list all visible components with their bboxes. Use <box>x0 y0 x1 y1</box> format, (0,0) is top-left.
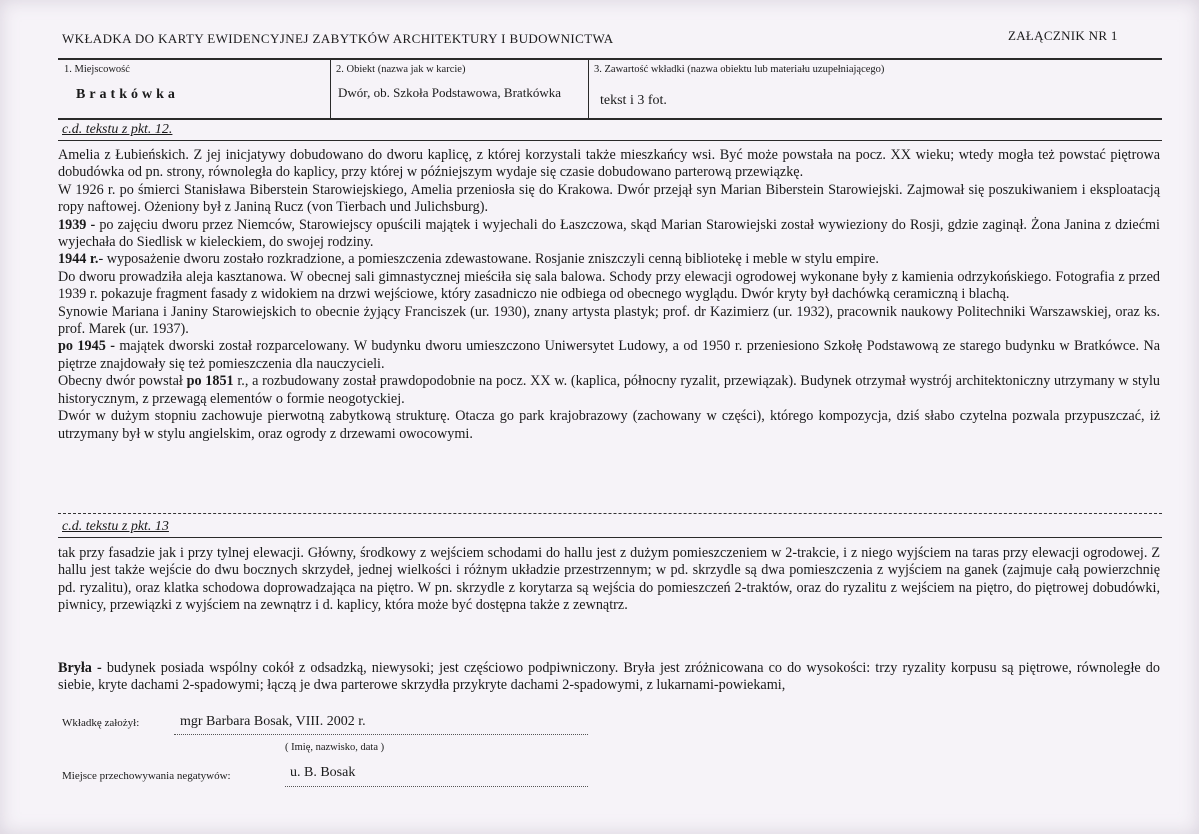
section2-heading: c.d. tekstu z pkt. 13 <box>62 519 169 534</box>
paragraph-text: budynek posiada wspólny cokół z odsadzką, niewysoki; jest częściowo podpiwniczony. Bryła jest zróżnicowana co do wysokości: trzy ryzality korpusu są piętrowe, równoległe do siebie, kryte dachami 2-spadowymi; łączą je dwa parterowe skrzydła przykryte dachami 2-spadowymi, z lukarnami-powiekami, <box>58 660 1160 694</box>
section1-body <box>58 147 1160 443</box>
author-label: Wkładkę założył: <box>62 717 140 729</box>
paragraph: Do dworu prowadziła aleja kasztanowa. W obecnej sali gimnastycznej mieściła się sala balowa. Schody przy elewacji ogrodowej wykonane były z kamienia odrzykońskiego. Fotografia z przed 1939 r. pokazuje fragment fasady z widokiem na drzwi wejściowe, który zasadniczo nie odbiega od obecnego wyglądu. Dwór kryty był dachówką ceramiczną i blachą. <box>58 268 1160 303</box>
paragraph-text: - wyposażenie dworu zostało rozkradzione, a pomieszczenia zdewastowane. Rosjanie zniszczyli cenną bibliotekę i meble w stylu empire. <box>98 251 879 268</box>
table-divider-1 <box>330 60 331 118</box>
section2-rule <box>58 537 1162 538</box>
object-value: Dwór, ob. Szkoła Podstawowa, Bratkówka <box>338 85 561 100</box>
year: 1939 - <box>58 216 96 233</box>
year: W 1926 <box>58 181 104 198</box>
section2-body-2 <box>58 660 1160 695</box>
annex-number: ZAŁĄCZNIK NR 1 <box>1008 28 1118 43</box>
section1-heading: c.d. tekstu z pkt. 12. <box>62 122 173 137</box>
table-bottom-rule <box>58 118 1162 120</box>
negatives-label: Miejsce przechowywania negatywów: <box>62 770 231 782</box>
table-divider-2 <box>588 60 589 118</box>
paragraph <box>58 338 1160 373</box>
paragraph <box>58 217 1160 252</box>
paragraph: Dwór w dużym stopniu zachowuje pierwotną zabytkową strukturę. Otacza go park krajobrazowy (zachowany w części), którego kompozycja, dziś słabo czytelna pozwala przypuszczać, iż utrzymany był w stylu angielskim, oraz ogrody z drzewami owocowymi. <box>58 408 1160 442</box>
paragraph-text: po zajęciu dworu przez Niemców, Starowiejscy opuścili majątek i wyjechali do Łaszczowa, skąd Marian Starowiejski został wywieziony do Rosji, gdzie zaginął. Żona Janina z dziećmi wyjechała do Siedlisk w kieleckiem, do swojej rodziny. <box>58 216 1160 251</box>
table-top-rule <box>58 58 1162 60</box>
section1-rule <box>58 140 1162 141</box>
negatives-dotted-line <box>285 786 588 787</box>
paragraph-text: r., a rozbudowany został prawdopodobnie na pocz. XX w. (kaplica, północny ryzalit, przewiązak). Budynek otrzymał wystrój architektoniczny utrzymany w stylu historycznym, z przewagą elementów o formie neogotyckiej. <box>58 373 1160 407</box>
contents-value: tekst i 3 fot. <box>600 93 667 108</box>
paragraph: Synowie Mariana i Janiny Starowiejskich to obecnie żyjący Franciszek (ur. 1930), znany artysta plastyk; prof. dr Kazimierz (ur. 1932), pracownik naukowy Politechniki Warszawskiej, oraz ks. prof. Marek (ur. 1937). <box>58 303 1160 338</box>
dashed-divider <box>58 513 1162 514</box>
paragraph <box>58 182 1160 217</box>
paragraph-text: majątek dworski został rozparcelowany. W budynku dworu umieszczono Uniwersytet Ludowy, a od 1950 r. przeniesiono Szkołę Podstawową ze starego budynku w Bratkówce. Na piętrze znajdowały się też pomieszczenia dla nauczycieli. <box>58 338 1160 372</box>
object-label: 2. Obiekt (nazwa jak w karcie) <box>336 64 466 75</box>
year: po 1945 - <box>58 338 115 355</box>
paragraph-text: r. po śmierci Stanisława Biberstein Starowiejskiego, Amelia przeniosła się do Krakowa. Dwór przejął syn Marian Biberstein Starowiejski. Zajmował się poszukiwaniem i eksploatacją ropy naftowej. Ożeniony był z Janiną Rucz (von Tierbach und Julichsburg). <box>58 181 1160 216</box>
paragraph-text: Obecny dwór powstał <box>58 373 187 390</box>
bold-term: Bryła - <box>58 660 102 676</box>
contents-label: 3. Zawartość wkładki (nazwa obiektu lub materiału uzupełniającego) <box>594 64 885 75</box>
section2-body <box>58 545 1160 615</box>
paragraph <box>58 373 1160 408</box>
paragraph <box>58 251 1160 268</box>
form-title: WKŁADKA DO KARTY EWIDENCYJNEJ ZABYTKÓW ARCHITEKTURY I BUDOWNICTWA <box>62 31 614 46</box>
year: po 1851 <box>186 373 234 390</box>
paragraph <box>58 660 1160 695</box>
year: 1944 r. <box>58 251 99 268</box>
negatives-value: u. B. Bosak <box>290 765 356 780</box>
locality-label: 1. Miejscowość <box>64 64 130 75</box>
author-dotted-line <box>174 734 588 735</box>
paragraph: Amelia z Łubieńskich. Z jej inicjatywy dobudowano do dworu kaplicę, z której korzystali także mieszkańcy wsi. Być może powstała na pocz. XX wieku; wtedy mogła też powstać piętrowa dobudówka od pn. strony, równoległa do kaplicy, przy której w późniejszym wydaje się czasie dobudowano parterową przewiązkę. <box>58 147 1160 181</box>
author-value: mgr Barbara Bosak, VIII. 2002 r. <box>180 714 366 729</box>
author-note: ( Imię, nazwisko, data ) <box>285 742 385 753</box>
locality-value: Bratkówka <box>76 87 179 102</box>
paragraph: tak przy fasadzie jak i przy tylnej elewacji. Główny, środkowy z wejściem schodami do hallu jest z dużym pomieszczeniem w 2-trakcie, i z niego wyjściem na taras przy elewacji ogrodowej. Z hallu jest także wejście do dwu bocznych skrzydeł, jednej wielkości i różnym układzie przestrzennym; w pd. skrzydle są dwa pomieszczenia z wyjściem na ganek (zajmuje całą powierzchnię pd. ryzalitu), oraz klatka schodowa doprowadzająca na piętro. W pn. skrzydle z korytarza są wejścia do pomieszczeń 2-traktów, oraz do ryzalitu z wejściem na piętro, do piętrowej dobudówki, piwnicy, przewiązki z wyjściem na zewnątrz i d. kaplicy, która może być dostępna także z zewnątrz. <box>58 545 1160 614</box>
